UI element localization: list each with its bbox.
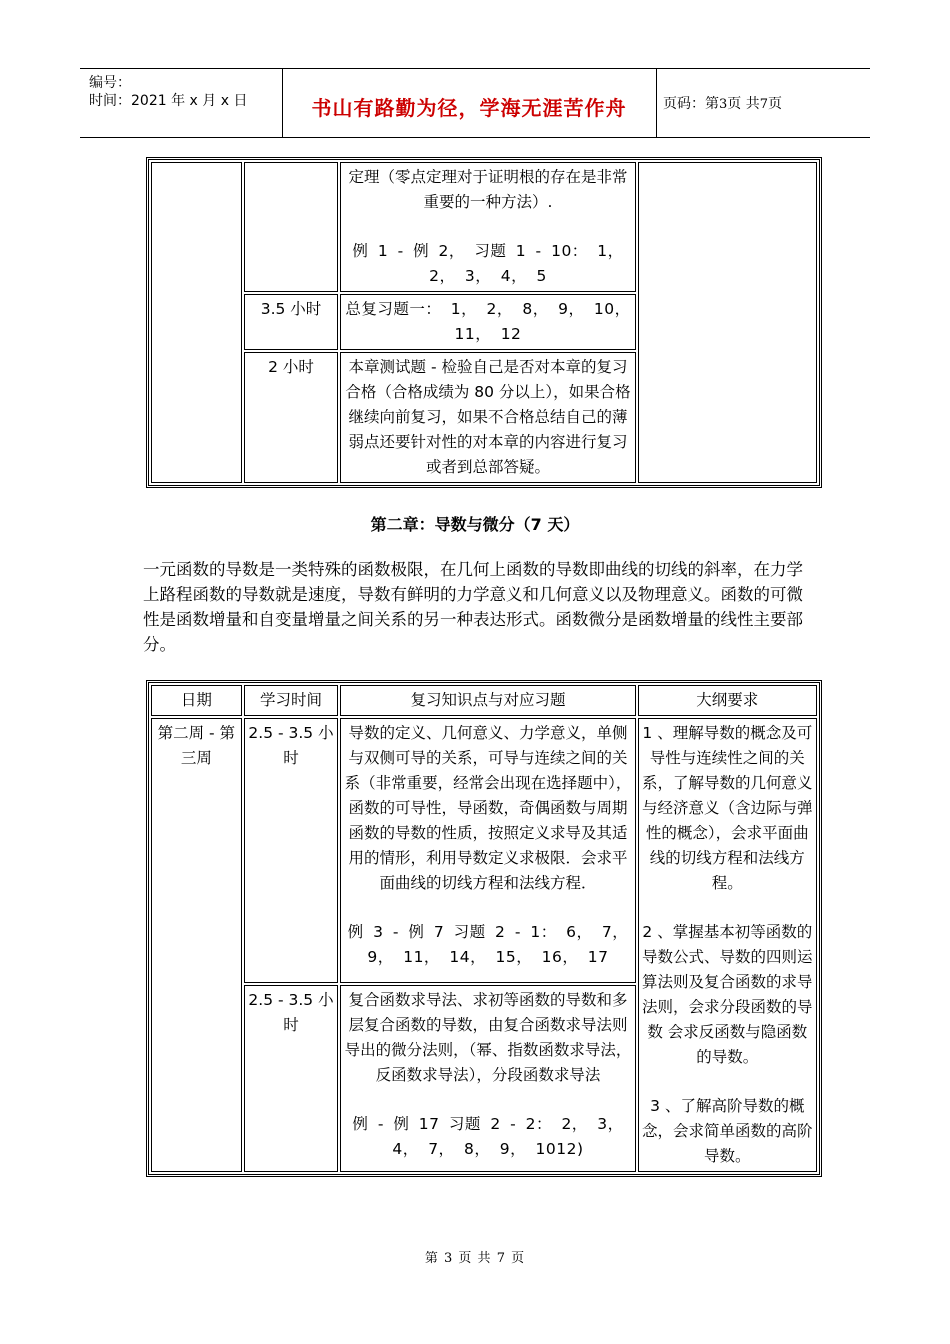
header-motto: 书山有路勤为径，学海无涯苦作舟 bbox=[311, 96, 627, 120]
chapter2-schedule-table bbox=[146, 680, 822, 1177]
chapter-title: 第二章：导数与微分（7 天） bbox=[370, 515, 580, 534]
column-header-date: 日期 bbox=[151, 685, 242, 716]
page-header bbox=[80, 68, 870, 138]
chapter1-schedule-table bbox=[146, 157, 822, 488]
hours-cell: 3.5 小时 bbox=[244, 294, 339, 350]
column-header-hours: 学习时间 bbox=[244, 685, 339, 716]
date-cell bbox=[151, 162, 242, 483]
content-cell: 本章测试题 - 检验自己是否对本章的复习合格（合格成绩为 80 分以上），如果合格继续向前复习，如果不合格总结自己的薄弱点还要针对性的对本章的内容进行复习或者到总部答疑。 bbox=[340, 352, 635, 483]
hours-cell: 2.5 - 3.5 小时 bbox=[244, 718, 339, 983]
table-row bbox=[151, 718, 817, 983]
hours-cell: 2 小时 bbox=[244, 352, 339, 483]
column-header-content: 复习知识点与对应习题 bbox=[340, 685, 635, 716]
hours-cell bbox=[244, 162, 339, 292]
document-date: 时间：2021 年 x 月 x 日 bbox=[89, 93, 248, 109]
chapter-intro: 一元函数的导数是一类特殊的函数极限，在几何上函数的导数即曲线的切线的斜率，在力学上路程函数的导数就是速度，导数有鲜明的力学意义和几何意义以及物理意义。函数的可微性是函数增量和自变量增量之间关系的另一种表达形式。函数微分是函数增量的线性主要部分。 bbox=[143, 560, 803, 654]
content-cell: 复合函数求导法、求初等函数的导数和多层复合函数的导数，由复合函数求导法则导出的微分法则，（幂、指数函数求导法，反函数求导法），分段函数求导法 例 - 例 17 习题 2 - 2： 2， 3， 4， 7， 8， 9， 1012) bbox=[340, 985, 635, 1172]
header-page-number: 页码：第3页 共7页 bbox=[663, 96, 783, 112]
header-divider bbox=[656, 69, 657, 137]
document-number-label: 编号： bbox=[89, 75, 131, 91]
requirement-cell bbox=[638, 162, 817, 483]
requirement-cell: 1 、理解导数的概念及可导性与连续性之间的关系，了解导数的几何意义与经济意义（含边际与弹性的概念），会求平面曲线的切线方程和法线方程。 2 、掌握基本初等函数的导数公式、导数的四则运算法则及复合函数的求导法则，会求分段函数的导数 会求反函数与隐函数的导数。 3 、了解高阶导数的概念，会求简单函数的高阶导数。 bbox=[638, 718, 817, 1172]
content-cell: 导数的定义、几何意义、力学意义，单侧与双侧可导的关系，可导与连续之间的关系（非常重要，经常会出现在选择题中），函数的可导性，导函数，奇偶函数与周期函数的导数的性质，按照定义求导及其适用的情形，利用导数定义求极限．会求平面曲线的切线方程和法线方程． 例 3 - 例 7 习题 2 - 1： 6， 7， 9， 11， 14， 15， 16， 17 bbox=[340, 718, 635, 983]
page-footer: 第 3 页 共 7 页 bbox=[424, 1251, 526, 1266]
column-header-requirements: 大纲要求 bbox=[638, 685, 817, 716]
header-meta bbox=[89, 74, 247, 110]
content-cell: 总复习题一： 1， 2， 8， 9， 10， 11， 12 bbox=[340, 294, 635, 350]
table-header-row bbox=[151, 685, 817, 716]
table-row bbox=[151, 162, 817, 292]
content-cell: 定理（零点定理对于证明根的存在是非常重要的一种方法）. 例 1 - 例 2， 习题 1 - 10： 1， 2， 3， 4， 5 bbox=[340, 162, 635, 292]
date-cell: 第二周 - 第三周 bbox=[151, 718, 242, 1172]
hours-cell: 2.5 - 3.5 小时 bbox=[244, 985, 339, 1172]
